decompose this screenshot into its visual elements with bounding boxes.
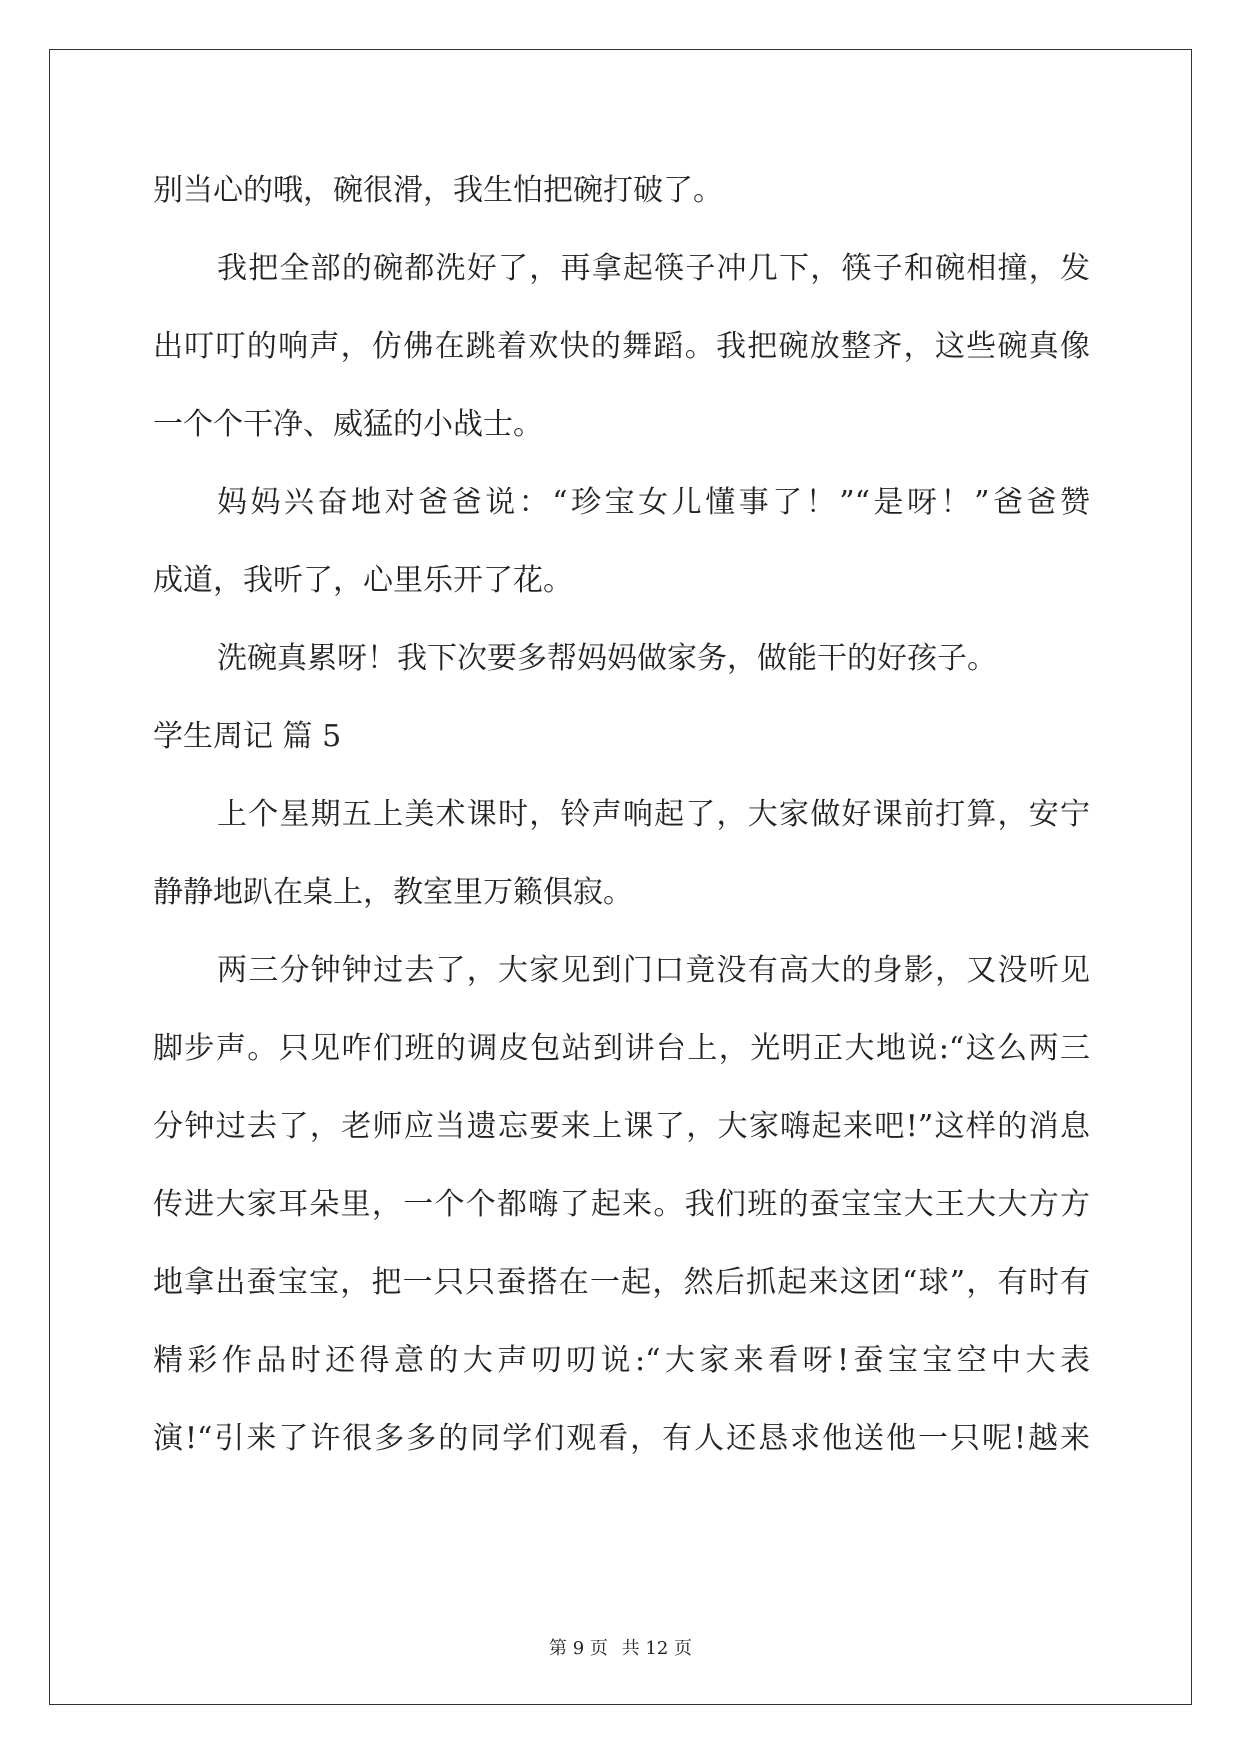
page-footer bbox=[0, 1634, 1241, 1660]
text-line: 脚步声。只见咋们班的调皮包站到讲台上，光明正大地说:“这么两三 bbox=[153, 1031, 1090, 1066]
text-line: 出叮叮的响声，仿佛在跳着欢快的舞蹈。我把碗放整齐，这些碗真像 bbox=[153, 329, 1090, 364]
text-line: 精彩作品时还得意的大声叨叨说:“大家来看呀!蚕宝宝空中大表 bbox=[153, 1343, 1090, 1378]
text-line: 演!“引来了许很多多的同学们观看，有人还恳求他送他一只呢!越来 bbox=[153, 1421, 1090, 1456]
text-line: 洗碗真累呀！我下次要多帮妈妈做家务，做能干的好孩子。 bbox=[217, 641, 997, 676]
text-line: 地拿出蚕宝宝，把一只只蚕搭在一起，然后抓起来这团“球”，有时有 bbox=[153, 1265, 1090, 1300]
text-line: 传进大家耳朵里，一个个都嗨了起来。我们班的蚕宝宝大王大大方方 bbox=[153, 1187, 1090, 1222]
text-line: 静静地趴在桌上，教室里万籁俱寂。 bbox=[153, 875, 633, 910]
section-heading: 学生周记 篇 5 bbox=[153, 719, 342, 754]
document-body bbox=[153, 152, 1090, 1478]
text-line: 上个星期五上美术课时，铃声响起了，大家做好课前打算，安宁 bbox=[217, 797, 1090, 832]
text-line: 成道，我听了，心里乐开了花。 bbox=[153, 563, 573, 598]
page-number: 第 9 页 bbox=[549, 1638, 608, 1659]
text-line: 分钟过去了，老师应当遗忘要来上课了，大家嗨起来吧!”这样的消息 bbox=[153, 1109, 1090, 1144]
text-line: 别当心的哦，碗很滑，我生怕把碗打破了。 bbox=[153, 173, 723, 208]
text-line: 我把全部的碗都洗好了，再拿起筷子冲几下，筷子和碗相撞，发 bbox=[217, 251, 1090, 286]
text-line: 妈妈兴奋地对爸爸说：“珍宝女儿懂事了！”“是呀！”爸爸赞 bbox=[217, 485, 1090, 520]
page-total: 共 12 页 bbox=[621, 1638, 692, 1659]
text-line: 一个个干净、威猛的小战士。 bbox=[153, 407, 543, 442]
text-line: 两三分钟钟过去了，大家见到门口竟没有高大的身影，又没听见 bbox=[217, 953, 1090, 988]
